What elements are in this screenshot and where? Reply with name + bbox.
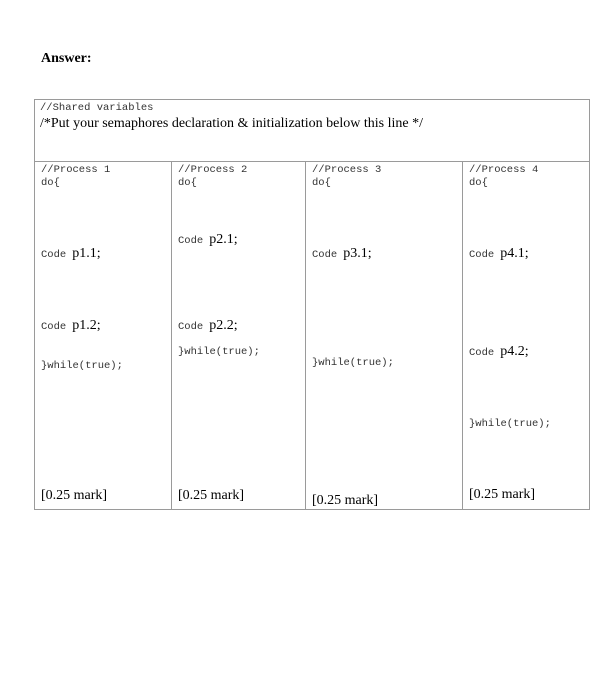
code-label: p2.1; <box>209 232 238 247</box>
process-1-header: //Process 1 <box>41 164 111 176</box>
process-2-mark: [0.25 mark] <box>178 488 245 503</box>
process-4-column[interactable] <box>462 162 591 509</box>
process-2-do: do{ <box>178 177 197 189</box>
code-label: p4.1; <box>500 246 529 261</box>
code-label: p1.2; <box>72 318 101 333</box>
process-1-do: do{ <box>41 177 60 189</box>
code-keyword: Code <box>41 321 67 333</box>
process-4-do: do{ <box>469 177 488 189</box>
semaphore-instruction: /*Put your semaphores declaration & initialization below this line */ <box>40 116 423 131</box>
shared-variables-comment: //Shared variables <box>40 102 154 114</box>
process-3-code-1 <box>312 244 372 262</box>
process-2-code-2 <box>178 316 238 334</box>
code-label: p1.1; <box>72 246 101 261</box>
process-4-mark: [0.25 mark] <box>469 487 536 502</box>
process-1-while: }while(true); <box>41 360 123 372</box>
code-keyword: Code <box>469 249 495 261</box>
code-keyword: Code <box>41 249 67 261</box>
process-2-code-1 <box>178 230 238 248</box>
shared-variables-section[interactable] <box>35 100 589 162</box>
process-3-mark: [0.25 mark] <box>312 493 379 508</box>
code-label: p2.2; <box>209 318 238 333</box>
process-1-column[interactable] <box>35 162 171 509</box>
process-1-mark: [0.25 mark] <box>41 488 108 503</box>
process-1-code-1 <box>41 244 101 262</box>
code-keyword: Code <box>469 347 495 359</box>
process-2-column[interactable] <box>171 162 305 509</box>
process-4-code-2 <box>469 342 529 360</box>
process-4-while: }while(true); <box>469 418 551 430</box>
process-3-do: do{ <box>312 177 331 189</box>
code-label: p4.2; <box>500 344 529 359</box>
code-keyword: Code <box>178 321 204 333</box>
process-4-header: //Process 4 <box>469 164 539 176</box>
process-3-header: //Process 3 <box>312 164 382 176</box>
answer-label: Answer: <box>41 51 92 66</box>
code-keyword: Code <box>178 235 204 247</box>
process-3-column[interactable] <box>305 162 462 509</box>
process-2-header: //Process 2 <box>178 164 248 176</box>
process-1-code-2 <box>41 316 101 334</box>
code-keyword: Code <box>312 249 338 261</box>
process-4-code-1 <box>469 244 529 262</box>
answer-table <box>34 99 590 510</box>
process-2-while: }while(true); <box>178 346 260 358</box>
code-label: p3.1; <box>343 246 372 261</box>
process-3-while: }while(true); <box>312 357 394 369</box>
